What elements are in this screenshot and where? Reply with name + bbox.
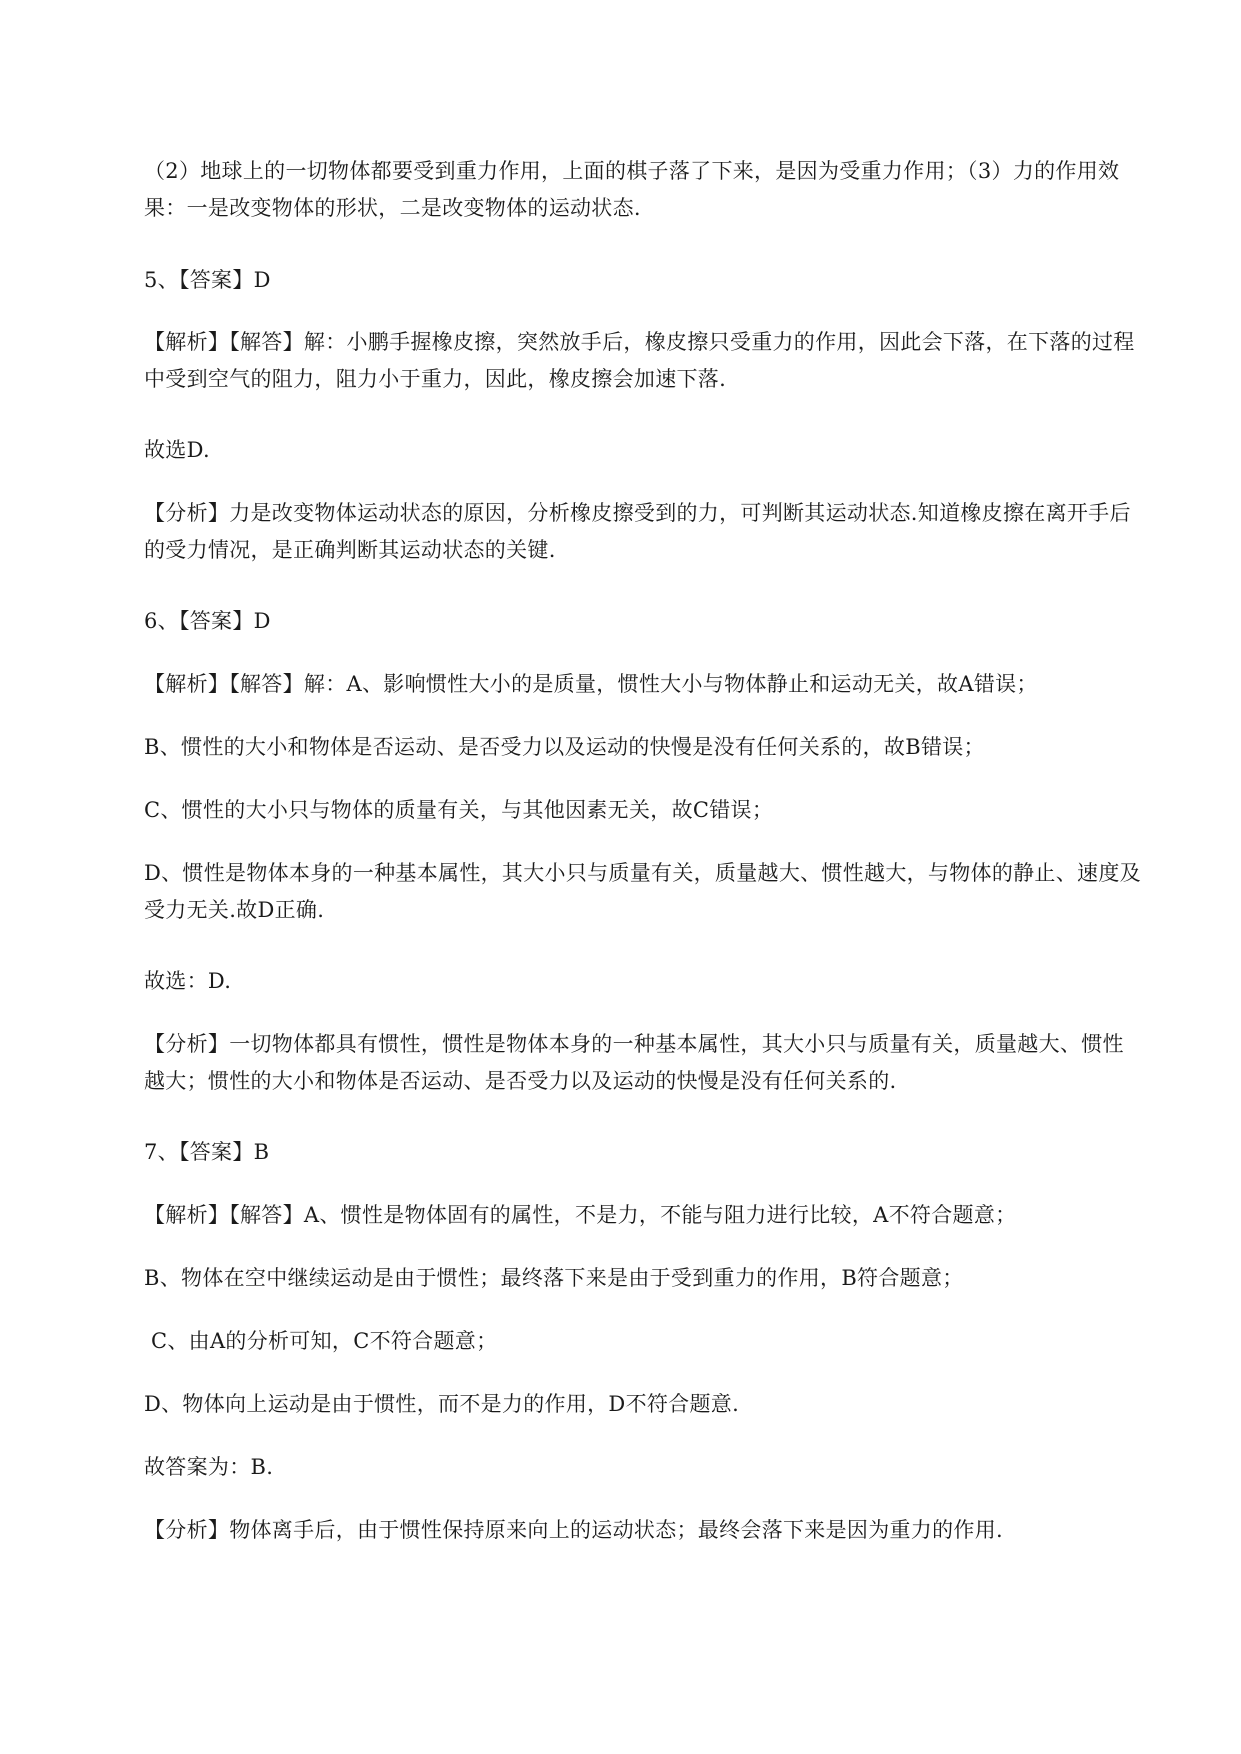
explanation-q6-c: C、惯性的大小只与物体的质量有关，与其他因素无关，故C错误； bbox=[144, 798, 774, 822]
choice-q6: 故选：D. bbox=[144, 969, 232, 993]
answer-q5: 5、【答案】D bbox=[144, 268, 271, 292]
analysis-q6: 【分析】一切物体都具有惯性，惯性是物体本身的一种基本属性，其大小只与质量有关，质量越大、惯性越大；惯性的大小和物体是否运动、是否受力以及运动的快慢是没有任何关系的. bbox=[144, 1032, 1124, 1093]
analysis-q5: 【分析】力是改变物体运动状态的原因，分析橡皮擦受到的力，可判断其运动状态.知道橡皮擦在离开手后的受力情况，是正确判断其运动状态的关键. bbox=[144, 501, 1131, 562]
explanation-q7-a: 【解析】【解答】A、惯性是物体固有的属性，不是力，不能与阻力进行比较，A不符合题意； bbox=[144, 1203, 1017, 1227]
answer-q7: 7、【答案】B bbox=[144, 1140, 270, 1164]
choice-q7: 故答案为：B. bbox=[144, 1455, 274, 1479]
paragraph-q4-analysis-continued: （2）地球上的一切物体都要受到重力作用，上面的棋子落了下来，是因为受重力作用；（3）力的作用效果：一是改变物体的形状，二是改变物体的运动状态. bbox=[144, 159, 1120, 220]
explanation-q6-d: D、惯性是物体本身的一种基本属性，其大小只与质量有关，质量越大、惯性越大，与物体的静止、速度及受力无关.故D正确. bbox=[144, 861, 1141, 922]
explanation-q7-c: C、由A的分析可知，C不符合题意； bbox=[144, 1329, 498, 1353]
explanation-q7-d: D、物体向上运动是由于惯性，而不是力的作用，D不符合题意. bbox=[144, 1392, 740, 1416]
analysis-q7: 【分析】物体离手后，由于惯性保持原来向上的运动状态；最终会落下来是因为重力的作用. bbox=[144, 1518, 1003, 1542]
explanation-q5: 【解析】【解答】解：小鹏手握橡皮擦，突然放手后，橡皮擦只受重力的作用，因此会下落，在下落的过程中受到空气的阻力，阻力小于重力，因此，橡皮擦会加速下落. bbox=[144, 330, 1135, 391]
choice-q5: 故选D. bbox=[144, 438, 210, 462]
explanation-q6-b: B、惯性的大小和物体是否运动、是否受力以及运动的快慢是没有任何关系的，故B错误； bbox=[144, 735, 985, 759]
answer-q6: 6、【答案】D bbox=[144, 609, 271, 633]
explanation-q6-a: 【解析】【解答】解：A、影响惯性大小的是质量，惯性大小与物体静止和运动无关，故A错误； bbox=[144, 672, 1038, 696]
explanation-q7-b: B、物体在空中继续运动是由于惯性；最终落下来是由于受到重力的作用，B符合题意； bbox=[144, 1266, 964, 1290]
